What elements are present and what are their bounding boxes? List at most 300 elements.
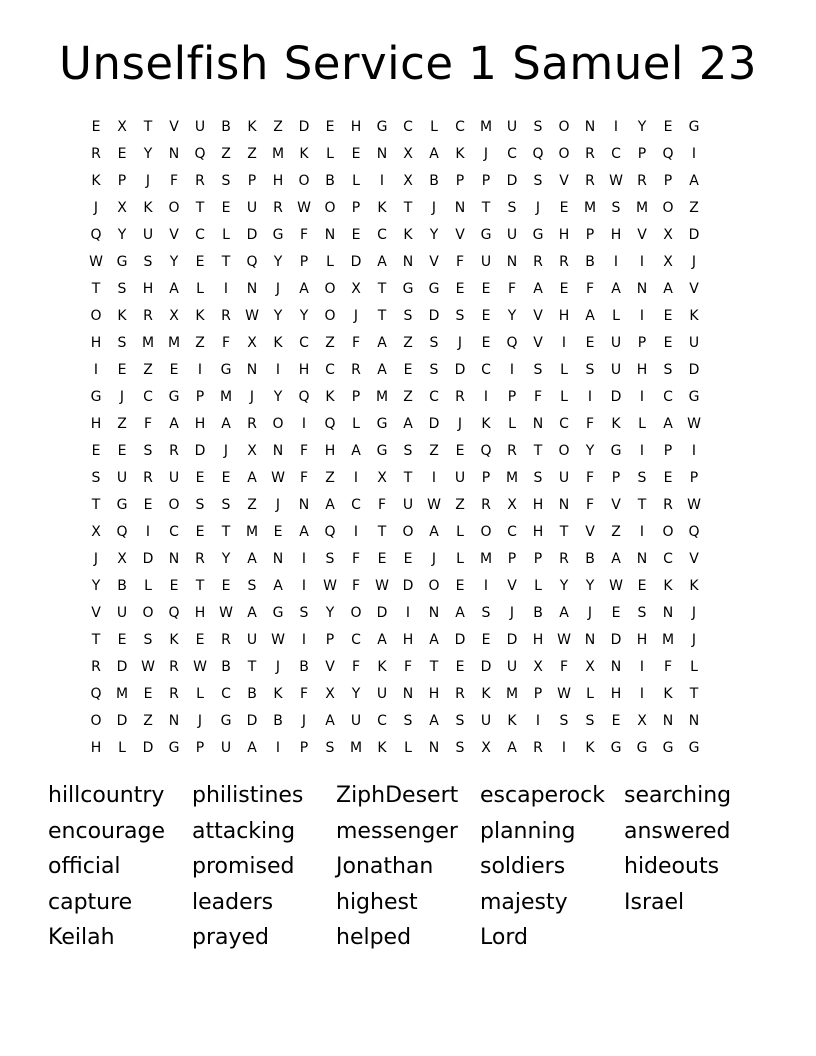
grid-letter[interactable]: O: [298, 173, 310, 189]
grid-letter[interactable]: C: [195, 227, 205, 243]
grid-letter[interactable]: Z: [403, 389, 413, 405]
grid-letter[interactable]: S: [663, 362, 673, 378]
grid-letter[interactable]: M: [115, 686, 129, 702]
grid-letter[interactable]: L: [222, 227, 230, 243]
grid-letter[interactable]: X: [247, 335, 257, 351]
grid-letter[interactable]: S: [455, 308, 465, 324]
grid-letter[interactable]: X: [117, 551, 127, 567]
grid-letter[interactable]: S: [533, 362, 543, 378]
grid-letter[interactable]: U: [350, 713, 362, 729]
grid-letter[interactable]: E: [91, 119, 101, 135]
grid-letter[interactable]: U: [688, 335, 700, 351]
grid-letter[interactable]: G: [376, 443, 388, 459]
grid-letter[interactable]: E: [559, 281, 569, 297]
grid-letter[interactable]: A: [247, 740, 257, 756]
grid-letter[interactable]: F: [455, 254, 465, 270]
grid-letter[interactable]: Q: [168, 605, 180, 621]
grid-letter[interactable]: P: [507, 389, 517, 405]
grid-letter[interactable]: U: [558, 470, 570, 486]
grid-letter[interactable]: T: [221, 254, 231, 270]
grid-letter[interactable]: M: [219, 389, 233, 405]
grid-letter[interactable]: H: [636, 632, 648, 648]
grid-letter[interactable]: S: [507, 200, 517, 216]
grid-letter[interactable]: P: [117, 173, 127, 189]
grid-letter[interactable]: Z: [117, 416, 127, 432]
grid-letter[interactable]: E: [481, 281, 491, 297]
grid-letter[interactable]: K: [689, 308, 699, 324]
grid-letter[interactable]: T: [91, 497, 101, 513]
grid-letter[interactable]: P: [195, 740, 205, 756]
grid-letter[interactable]: Z: [143, 362, 153, 378]
grid-letter[interactable]: I: [639, 524, 645, 540]
grid-letter[interactable]: G: [220, 362, 232, 378]
grid-letter[interactable]: C: [377, 227, 387, 243]
grid-letter[interactable]: C: [351, 497, 361, 513]
grid-letter[interactable]: L: [508, 416, 516, 432]
grid-letter[interactable]: Z: [611, 524, 621, 540]
grid-letter[interactable]: K: [377, 659, 387, 675]
grid-letter[interactable]: N: [168, 551, 180, 567]
grid-letter[interactable]: R: [221, 632, 231, 648]
grid-letter[interactable]: Q: [298, 389, 310, 405]
grid-letter[interactable]: I: [613, 119, 619, 135]
grid-letter[interactable]: D: [506, 632, 518, 648]
grid-letter[interactable]: O: [90, 713, 102, 729]
grid-letter[interactable]: F: [143, 416, 153, 432]
grid-letter[interactable]: X: [481, 740, 491, 756]
grid-letter[interactable]: M: [505, 686, 519, 702]
grid-letter[interactable]: O: [168, 200, 180, 216]
grid-letter[interactable]: J: [483, 146, 489, 162]
grid-letter[interactable]: F: [351, 335, 361, 351]
grid-letter[interactable]: R: [533, 254, 543, 270]
grid-letter[interactable]: I: [223, 281, 229, 297]
grid-letter[interactable]: Y: [91, 578, 101, 594]
grid-letter[interactable]: A: [351, 443, 361, 459]
grid-letter[interactable]: Y: [507, 308, 517, 324]
grid-letter[interactable]: U: [246, 632, 258, 648]
grid-letter[interactable]: T: [143, 119, 153, 135]
grid-letter[interactable]: N: [636, 281, 648, 297]
grid-letter[interactable]: D: [246, 227, 258, 243]
grid-letter[interactable]: P: [663, 443, 673, 459]
grid-letter[interactable]: K: [481, 686, 491, 702]
grid-letter[interactable]: P: [455, 173, 465, 189]
grid-letter[interactable]: S: [143, 254, 153, 270]
grid-letter[interactable]: J: [197, 713, 203, 729]
grid-letter[interactable]: Q: [688, 524, 700, 540]
grid-letter[interactable]: J: [119, 389, 125, 405]
grid-letter[interactable]: O: [272, 416, 284, 432]
grid-letter[interactable]: Q: [90, 227, 102, 243]
grid-letter[interactable]: U: [116, 470, 128, 486]
grid-letter[interactable]: U: [454, 470, 466, 486]
grid-letter[interactable]: D: [142, 740, 154, 756]
grid-letter[interactable]: T: [195, 578, 205, 594]
grid-letter[interactable]: G: [610, 740, 622, 756]
grid-letter[interactable]: E: [91, 443, 101, 459]
grid-letter[interactable]: D: [402, 578, 414, 594]
grid-letter[interactable]: N: [272, 443, 284, 459]
grid-letter[interactable]: A: [611, 281, 621, 297]
grid-letter[interactable]: N: [506, 254, 518, 270]
grid-letter[interactable]: Y: [273, 254, 283, 270]
grid-letter[interactable]: N: [428, 740, 440, 756]
grid-letter[interactable]: S: [195, 497, 205, 513]
grid-letter[interactable]: C: [143, 389, 153, 405]
grid-letter[interactable]: W: [375, 578, 389, 594]
grid-letter[interactable]: S: [143, 632, 153, 648]
grid-letter[interactable]: X: [585, 659, 595, 675]
grid-letter[interactable]: G: [532, 227, 544, 243]
grid-letter[interactable]: H: [610, 227, 622, 243]
grid-letter[interactable]: G: [272, 227, 284, 243]
grid-letter[interactable]: L: [534, 578, 542, 594]
grid-letter[interactable]: E: [403, 551, 413, 567]
grid-letter[interactable]: V: [169, 119, 179, 135]
grid-letter[interactable]: P: [195, 389, 205, 405]
grid-letter[interactable]: J: [535, 200, 541, 216]
grid-letter[interactable]: S: [637, 470, 647, 486]
grid-letter[interactable]: J: [509, 605, 515, 621]
grid-letter[interactable]: H: [532, 524, 544, 540]
grid-letter[interactable]: W: [687, 497, 701, 513]
grid-letter[interactable]: D: [298, 119, 310, 135]
grid-letter[interactable]: P: [299, 254, 309, 270]
grid-letter[interactable]: J: [93, 551, 99, 567]
grid-letter[interactable]: W: [557, 632, 571, 648]
grid-letter[interactable]: K: [507, 713, 517, 729]
grid-letter[interactable]: K: [455, 146, 465, 162]
grid-letter[interactable]: E: [221, 578, 231, 594]
grid-letter[interactable]: R: [195, 551, 205, 567]
grid-letter[interactable]: V: [429, 254, 439, 270]
grid-letter[interactable]: G: [376, 416, 388, 432]
grid-letter[interactable]: R: [585, 173, 595, 189]
grid-letter[interactable]: A: [455, 605, 465, 621]
grid-letter[interactable]: N: [246, 281, 258, 297]
grid-letter[interactable]: X: [663, 254, 673, 270]
grid-letter[interactable]: Y: [117, 227, 127, 243]
grid-letter[interactable]: H: [142, 281, 154, 297]
grid-letter[interactable]: T: [195, 200, 205, 216]
grid-letter[interactable]: V: [455, 227, 465, 243]
grid-letter[interactable]: I: [301, 632, 307, 648]
grid-letter[interactable]: E: [637, 578, 647, 594]
grid-letter[interactable]: A: [247, 470, 257, 486]
grid-letter[interactable]: N: [610, 659, 622, 675]
grid-letter[interactable]: M: [167, 335, 181, 351]
grid-letter[interactable]: Q: [324, 416, 336, 432]
grid-letter[interactable]: A: [429, 146, 439, 162]
grid-letter[interactable]: E: [117, 443, 127, 459]
grid-letter[interactable]: P: [299, 740, 309, 756]
grid-letter[interactable]: A: [377, 335, 387, 351]
grid-letter[interactable]: D: [116, 659, 128, 675]
grid-letter[interactable]: L: [638, 416, 646, 432]
grid-letter[interactable]: H: [428, 686, 440, 702]
grid-letter[interactable]: V: [325, 659, 335, 675]
grid-letter[interactable]: J: [249, 389, 255, 405]
grid-letter[interactable]: I: [561, 335, 567, 351]
grid-letter[interactable]: C: [455, 119, 465, 135]
grid-letter[interactable]: G: [688, 389, 700, 405]
grid-letter[interactable]: Q: [324, 524, 336, 540]
grid-letter[interactable]: X: [351, 281, 361, 297]
grid-letter[interactable]: K: [663, 578, 673, 594]
grid-letter[interactable]: D: [480, 659, 492, 675]
grid-letter[interactable]: T: [403, 200, 413, 216]
grid-letter[interactable]: K: [377, 200, 387, 216]
grid-letter[interactable]: P: [247, 173, 257, 189]
grid-letter[interactable]: T: [429, 659, 439, 675]
grid-letter[interactable]: R: [143, 470, 153, 486]
grid-letter[interactable]: Z: [455, 497, 465, 513]
grid-letter[interactable]: Z: [273, 119, 283, 135]
grid-letter[interactable]: W: [297, 200, 311, 216]
grid-letter[interactable]: S: [221, 173, 231, 189]
grid-letter[interactable]: O: [558, 443, 570, 459]
grid-letter[interactable]: S: [325, 740, 335, 756]
grid-letter[interactable]: U: [168, 470, 180, 486]
grid-letter[interactable]: D: [142, 551, 154, 567]
grid-letter[interactable]: A: [377, 362, 387, 378]
grid-letter[interactable]: R: [455, 686, 465, 702]
grid-letter[interactable]: K: [143, 200, 153, 216]
grid-letter[interactable]: R: [559, 551, 569, 567]
grid-letter[interactable]: U: [506, 659, 518, 675]
grid-letter[interactable]: M: [141, 335, 155, 351]
grid-letter[interactable]: S: [533, 119, 543, 135]
grid-letter[interactable]: V: [507, 578, 517, 594]
grid-letter[interactable]: M: [245, 524, 259, 540]
grid-letter[interactable]: X: [637, 713, 647, 729]
grid-letter[interactable]: I: [561, 740, 567, 756]
grid-letter[interactable]: A: [663, 281, 673, 297]
grid-letter[interactable]: H: [532, 497, 544, 513]
grid-letter[interactable]: P: [611, 470, 621, 486]
grid-letter[interactable]: T: [221, 524, 231, 540]
grid-letter[interactable]: E: [221, 470, 231, 486]
grid-letter[interactable]: M: [583, 200, 597, 216]
grid-letter[interactable]: H: [90, 335, 102, 351]
grid-letter[interactable]: I: [353, 470, 359, 486]
grid-letter[interactable]: I: [379, 173, 385, 189]
grid-letter[interactable]: K: [377, 740, 387, 756]
grid-letter[interactable]: A: [325, 497, 335, 513]
grid-letter[interactable]: O: [350, 605, 362, 621]
grid-letter[interactable]: A: [429, 713, 439, 729]
grid-letter[interactable]: U: [610, 335, 622, 351]
grid-letter[interactable]: Z: [247, 146, 257, 162]
grid-letter[interactable]: F: [585, 416, 595, 432]
grid-letter[interactable]: E: [169, 578, 179, 594]
grid-letter[interactable]: E: [611, 605, 621, 621]
grid-letter[interactable]: A: [377, 632, 387, 648]
grid-letter[interactable]: U: [246, 200, 258, 216]
grid-letter[interactable]: M: [375, 389, 389, 405]
grid-letter[interactable]: X: [507, 497, 517, 513]
grid-letter[interactable]: F: [585, 281, 595, 297]
grid-letter[interactable]: N: [324, 227, 336, 243]
grid-letter[interactable]: D: [194, 443, 206, 459]
grid-letter[interactable]: V: [637, 227, 647, 243]
grid-letter[interactable]: S: [117, 281, 127, 297]
grid-letter[interactable]: A: [663, 416, 673, 432]
grid-letter[interactable]: T: [403, 470, 413, 486]
grid-letter[interactable]: P: [481, 173, 491, 189]
grid-letter[interactable]: N: [168, 713, 180, 729]
grid-letter[interactable]: X: [247, 443, 257, 459]
grid-letter[interactable]: N: [428, 605, 440, 621]
grid-letter[interactable]: B: [325, 173, 335, 189]
grid-letter[interactable]: T: [689, 686, 699, 702]
grid-letter[interactable]: E: [195, 470, 205, 486]
grid-letter[interactable]: R: [169, 659, 179, 675]
grid-letter[interactable]: B: [221, 119, 231, 135]
grid-letter[interactable]: E: [481, 335, 491, 351]
grid-letter[interactable]: B: [247, 686, 257, 702]
grid-letter[interactable]: G: [376, 119, 388, 135]
grid-letter[interactable]: V: [585, 524, 595, 540]
grid-letter[interactable]: E: [221, 200, 231, 216]
grid-letter[interactable]: H: [90, 740, 102, 756]
grid-letter[interactable]: J: [93, 200, 99, 216]
grid-letter[interactable]: Y: [169, 254, 179, 270]
grid-letter[interactable]: B: [429, 173, 439, 189]
grid-letter[interactable]: V: [533, 308, 543, 324]
grid-letter[interactable]: V: [91, 605, 101, 621]
grid-letter[interactable]: L: [144, 578, 152, 594]
grid-letter[interactable]: C: [169, 524, 179, 540]
grid-letter[interactable]: L: [690, 659, 698, 675]
grid-letter[interactable]: J: [145, 173, 151, 189]
grid-letter[interactable]: N: [402, 254, 414, 270]
grid-letter[interactable]: A: [611, 551, 621, 567]
grid-letter[interactable]: H: [194, 416, 206, 432]
grid-letter[interactable]: G: [402, 281, 414, 297]
grid-letter[interactable]: G: [220, 713, 232, 729]
grid-letter[interactable]: D: [610, 389, 622, 405]
grid-letter[interactable]: D: [350, 254, 362, 270]
grid-letter[interactable]: A: [689, 173, 699, 189]
grid-letter[interactable]: F: [507, 281, 517, 297]
grid-letter[interactable]: T: [637, 497, 647, 513]
grid-letter[interactable]: L: [352, 416, 360, 432]
grid-letter[interactable]: S: [299, 605, 309, 621]
grid-letter[interactable]: Y: [429, 227, 439, 243]
grid-letter[interactable]: P: [663, 173, 673, 189]
grid-letter[interactable]: V: [533, 335, 543, 351]
grid-letter[interactable]: Q: [90, 686, 102, 702]
grid-letter[interactable]: J: [431, 200, 437, 216]
grid-letter[interactable]: G: [636, 740, 648, 756]
grid-letter[interactable]: L: [560, 362, 568, 378]
grid-letter[interactable]: Q: [506, 335, 518, 351]
grid-letter[interactable]: A: [299, 281, 309, 297]
grid-letter[interactable]: L: [430, 119, 438, 135]
grid-letter[interactable]: G: [168, 740, 180, 756]
grid-letter[interactable]: F: [221, 335, 231, 351]
grid-letter[interactable]: R: [637, 173, 647, 189]
grid-letter[interactable]: A: [559, 605, 569, 621]
grid-letter[interactable]: Y: [585, 578, 595, 594]
grid-letter[interactable]: R: [169, 443, 179, 459]
grid-letter[interactable]: C: [611, 146, 621, 162]
grid-letter[interactable]: R: [559, 254, 569, 270]
grid-letter[interactable]: E: [455, 443, 465, 459]
grid-letter[interactable]: S: [91, 470, 101, 486]
grid-letter[interactable]: G: [480, 227, 492, 243]
grid-letter[interactable]: N: [558, 497, 570, 513]
grid-letter[interactable]: G: [688, 119, 700, 135]
grid-letter[interactable]: D: [506, 173, 518, 189]
grid-letter[interactable]: H: [402, 632, 414, 648]
grid-letter[interactable]: S: [481, 605, 491, 621]
grid-letter[interactable]: O: [662, 200, 674, 216]
grid-letter[interactable]: A: [429, 524, 439, 540]
grid-letter[interactable]: C: [559, 416, 569, 432]
grid-letter[interactable]: M: [661, 632, 675, 648]
grid-letter[interactable]: Z: [221, 146, 231, 162]
grid-letter[interactable]: H: [350, 119, 362, 135]
grid-letter[interactable]: A: [403, 416, 413, 432]
grid-letter[interactable]: R: [351, 362, 361, 378]
grid-letter[interactable]: E: [455, 281, 465, 297]
grid-letter[interactable]: J: [275, 281, 281, 297]
grid-letter[interactable]: S: [403, 443, 413, 459]
grid-letter[interactable]: Y: [637, 119, 647, 135]
grid-letter[interactable]: E: [195, 254, 205, 270]
grid-letter[interactable]: Q: [116, 524, 128, 540]
grid-letter[interactable]: F: [351, 659, 361, 675]
grid-letter[interactable]: Z: [195, 335, 205, 351]
grid-letter[interactable]: O: [558, 119, 570, 135]
grid-letter[interactable]: I: [691, 146, 697, 162]
grid-letter[interactable]: U: [506, 119, 518, 135]
grid-letter[interactable]: H: [324, 443, 336, 459]
grid-letter[interactable]: X: [325, 686, 335, 702]
grid-letter[interactable]: F: [585, 470, 595, 486]
grid-letter[interactable]: E: [481, 308, 491, 324]
grid-letter[interactable]: E: [403, 362, 413, 378]
grid-letter[interactable]: S: [221, 497, 231, 513]
grid-letter[interactable]: D: [116, 713, 128, 729]
grid-letter[interactable]: C: [325, 362, 335, 378]
grid-letter[interactable]: H: [298, 362, 310, 378]
grid-letter[interactable]: B: [273, 713, 283, 729]
grid-letter[interactable]: E: [117, 146, 127, 162]
grid-letter[interactable]: I: [275, 362, 281, 378]
grid-letter[interactable]: F: [351, 578, 361, 594]
grid-letter[interactable]: Z: [325, 470, 335, 486]
grid-letter[interactable]: I: [483, 389, 489, 405]
grid-letter[interactable]: T: [559, 524, 569, 540]
grid-letter[interactable]: I: [691, 443, 697, 459]
grid-letter[interactable]: B: [585, 551, 595, 567]
grid-letter[interactable]: P: [585, 227, 595, 243]
grid-letter[interactable]: S: [533, 470, 543, 486]
grid-letter[interactable]: I: [353, 524, 359, 540]
grid-letter[interactable]: R: [455, 389, 465, 405]
grid-letter[interactable]: A: [533, 281, 543, 297]
grid-letter[interactable]: R: [663, 497, 673, 513]
grid-letter[interactable]: W: [323, 578, 337, 594]
grid-letter[interactable]: J: [353, 308, 359, 324]
grid-letter[interactable]: P: [325, 632, 335, 648]
grid-letter[interactable]: K: [689, 578, 699, 594]
grid-letter[interactable]: L: [196, 686, 204, 702]
